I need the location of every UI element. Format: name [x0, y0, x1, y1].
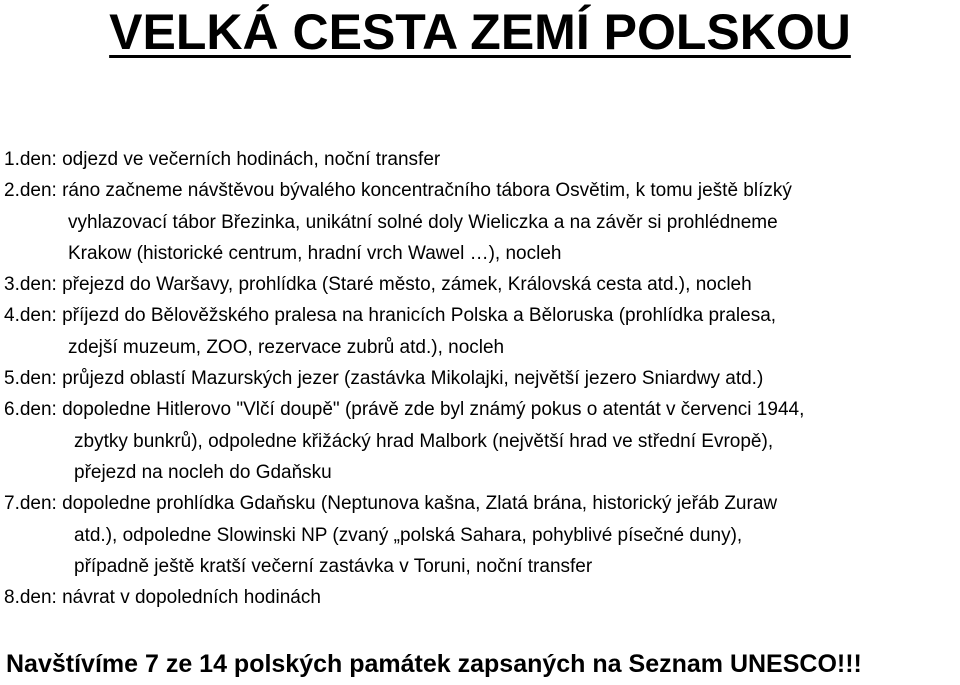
day-7-line-1: 7.den: dopoledne prohlídka Gdaňsku (Neptunova kašna, Zlatá brána, historický jeřáb Zuraw [4, 493, 778, 515]
day-3-line-1: 3.den: přejezd do Waršavy, prohlídka (Staré město, zámek, Královská cesta atd.), nocleh [4, 274, 752, 296]
day-4-line-1: 4.den: příjezd do Bělověžského pralesa na hranicích Polska a Běloruska (prohlídka pralesa, [4, 305, 777, 327]
day-6-line-3: přejezd na nocleh do Gdaňsku [74, 461, 332, 483]
day-6-line-2: zbytky bunkrů), odpoledne křižácký hrad Malbork (největší hrad ve střední Evropě), [74, 430, 774, 452]
day-6-line-1: 6.den: dopoledne Hitlerovo "Vlčí doupě" (právě zde byl známý pokus o atentát v červenci 1944, [4, 399, 805, 421]
day-2-line-2: vyhlazovací tábor Březinka, unikátní solné doly Wieliczka a na závěr si prohlédneme [68, 211, 778, 233]
day-8-line-1: 8.den: návrat v dopoledních hodinách [4, 587, 321, 609]
day-2-line-1: 2.den: ráno začneme návštěvou bývalého koncentračního tábora Osvětim, k tomu ještě blízký [4, 180, 792, 202]
page-title: VELKÁ CESTA ZEMÍ POLSKOU [109, 4, 851, 60]
unesco-footer-note: Navštívíme 7 ze 14 polských památek zapsaných na Seznam UNESCO!!! [6, 650, 862, 678]
day-1-line-1: 1.den: odjezd ve večerních hodinách, noční transfer [4, 149, 441, 170]
day-2-line-3: Krakow (historické centrum, hradní vrch Wawel …), nocleh [68, 242, 562, 264]
day-4-line-2: zdejší muzeum, ZOO, rezervace zubrů atd.), nocleh [68, 336, 505, 358]
day-7-line-2: atd.), odpoledne Slowinski NP (zvaný „polská Sahara, pohyblivé písečné duny), [74, 524, 743, 546]
day-5-line-1: 5.den: průjezd oblastí Mazurských jezer (zastávka Mikolajki, největší jezero Sniardwy atd.) [4, 368, 764, 390]
itinerary-list [4, 144, 960, 613]
day-7-line-3: případně ještě kratší večerní zastávka v Toruni, noční transfer [74, 555, 593, 577]
